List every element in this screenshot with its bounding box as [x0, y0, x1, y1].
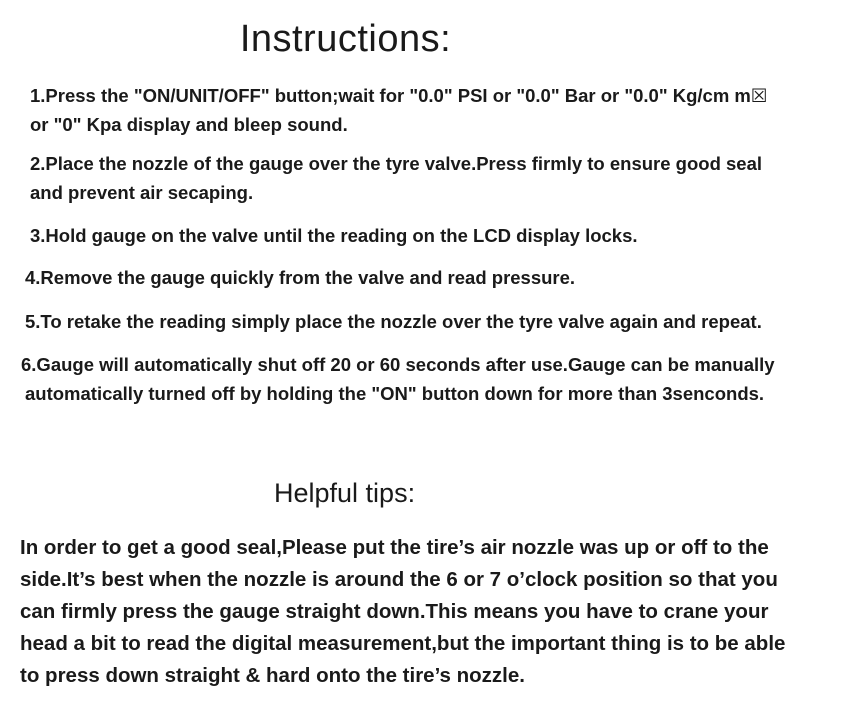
tip-line-2: side.It’s best when the nozzle is around the 6 or 7 o’clock position so that you [20, 568, 778, 591]
step-4: 4.Remove the gauge quickly from the valve and read pressure. [25, 267, 576, 288]
helpful-tips-title: Helpful tips: [274, 478, 416, 508]
step-6-line-2: automatically turned off by holding the "ON" button down for more than 3senconds. [25, 383, 765, 404]
step-1-line-1: 1.Press the "ON/UNIT/OFF" button;wait for "0.0" PSI or "0.0" Bar or "0.0" Kg/cm m☒ [30, 85, 768, 106]
instructions-title-text: Instructions: [239, 18, 452, 60]
tip-line-4: head a bit to read the digital measurement,but the important thing is to be able [20, 632, 786, 655]
step-3: 3.Hold gauge on the valve until the reading on the LCD display locks. [30, 225, 638, 246]
step-1-line-2: or "0" Kpa display and bleep sound. [30, 114, 348, 135]
step-6-line-1: 6.Gauge will automatically shut off 20 or 60 seconds after use.Gauge can be manually [21, 354, 775, 375]
instructions-title [0, 18, 841, 61]
step-5: 5.To retake the reading simply place the nozzle over the tyre valve again and repeat. [25, 311, 762, 332]
tip-line-5: to press down straight & hard onto the tire’s nozzle. [20, 664, 525, 687]
tip-line-3: can firmly press the gauge straight down.This means you have to crane your [20, 600, 769, 623]
step-2-line-2: and prevent air secaping. [30, 182, 254, 203]
tip-line-1: In order to get a good seal,Please put the tire’s air nozzle was up or off to the [20, 536, 769, 559]
step-2-line-1: 2.Place the nozzle of the gauge over the tyre valve.Press firmly to ensure good seal [30, 153, 763, 174]
